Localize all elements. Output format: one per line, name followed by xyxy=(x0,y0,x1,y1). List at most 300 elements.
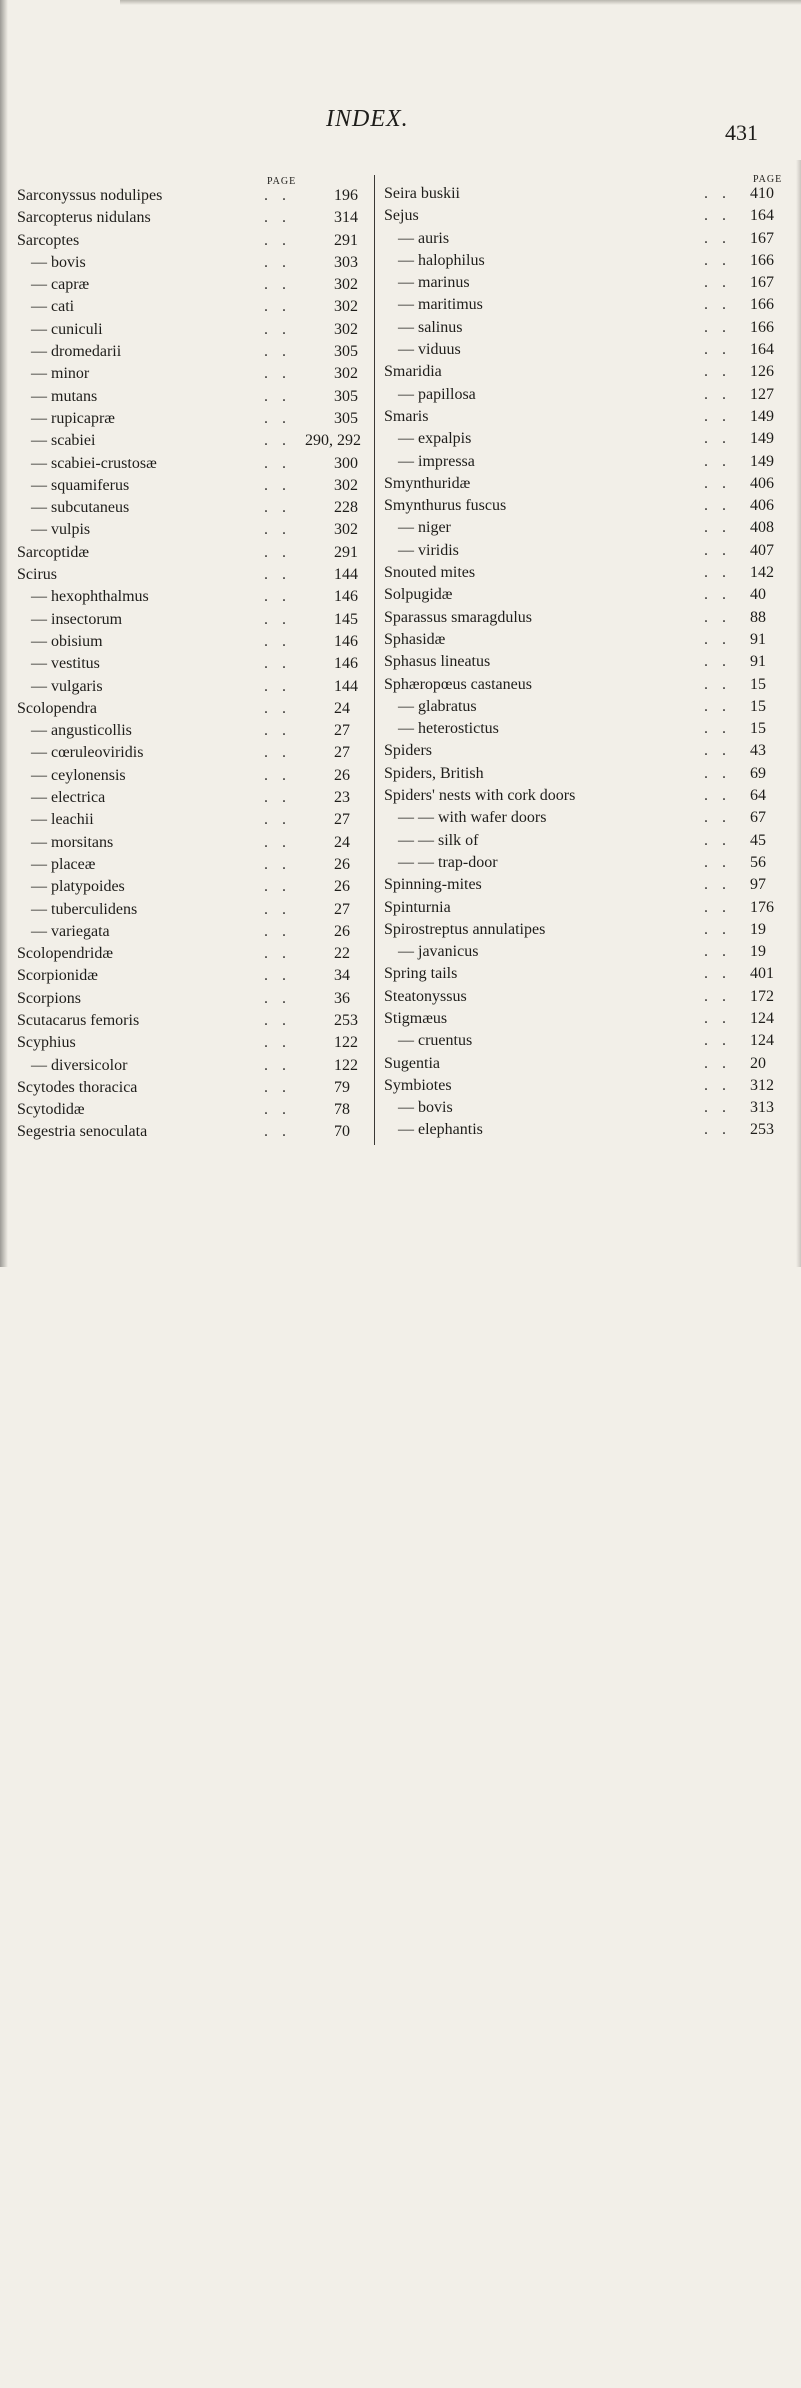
index-page-ref: 26 xyxy=(334,766,350,784)
index-term: Sparassus smaragdulus xyxy=(384,608,532,626)
index-term: — maritimus xyxy=(398,296,483,314)
index-entry xyxy=(384,228,789,250)
index-entry xyxy=(384,205,789,227)
index-term: — morsitans xyxy=(31,833,114,851)
index-page-ref: 166 xyxy=(750,296,774,314)
index-term: Scolopendra xyxy=(17,699,97,717)
index-entry xyxy=(17,386,362,408)
index-page-ref: 302 xyxy=(334,521,358,539)
index-term: Scorpionidæ xyxy=(17,967,98,985)
index-term: Smynthuridæ xyxy=(384,474,471,492)
index-term: Scolopendridæ xyxy=(17,945,113,963)
index-page-ref: 34 xyxy=(334,967,350,985)
index-entry xyxy=(17,252,362,274)
index-page-ref: 122 xyxy=(334,1034,358,1052)
dot-leader: . . xyxy=(264,566,291,584)
dot-leader: . . xyxy=(264,989,291,1007)
index-term: — vulpis xyxy=(31,521,91,539)
index-page-ref: 149 xyxy=(750,407,774,425)
index-entry xyxy=(384,874,789,896)
index-page-ref: 410 xyxy=(750,185,774,202)
index-page-ref: 27 xyxy=(334,811,350,829)
index-page-ref: 26 xyxy=(334,855,350,873)
index-term: — insectorum xyxy=(31,610,123,628)
dot-leader: . . xyxy=(704,385,731,403)
index-page-ref: 407 xyxy=(750,541,774,559)
index-entry xyxy=(17,296,362,318)
dot-leader: . . xyxy=(704,1121,731,1139)
index-page-ref: 406 xyxy=(750,497,774,515)
index-entry xyxy=(17,899,362,921)
index-page-ref: 24 xyxy=(334,833,350,851)
index-term: — elephantis xyxy=(398,1121,483,1139)
dot-leader: . . xyxy=(704,675,731,693)
index-entry xyxy=(384,919,789,941)
index-page-ref: 305 xyxy=(334,343,358,361)
index-entry xyxy=(384,629,789,651)
index-entry xyxy=(17,965,362,987)
index-term: — viridis xyxy=(398,541,459,559)
index-term: — bovis xyxy=(398,1099,453,1117)
index-entry xyxy=(17,609,362,631)
index-page-ref: 124 xyxy=(750,1009,774,1027)
index-term: — capræ xyxy=(31,276,90,294)
page-right-edge xyxy=(796,160,801,1267)
index-page-ref: 290, 292 xyxy=(305,432,361,450)
index-term: Solpugidæ xyxy=(384,586,453,604)
dot-leader: . . xyxy=(264,365,291,383)
dot-leader: . . xyxy=(264,521,291,539)
index-entry xyxy=(384,495,789,517)
index-page-ref: 144 xyxy=(334,677,358,695)
dot-leader: . . xyxy=(264,499,291,517)
index-term: — cuniculi xyxy=(31,320,103,338)
index-page-ref: 20 xyxy=(750,1054,766,1072)
index-entry xyxy=(17,943,362,965)
index-entry xyxy=(384,584,789,606)
dot-leader: . . xyxy=(264,1078,291,1096)
index-term: — obisium xyxy=(31,632,103,650)
index-page-ref: 97 xyxy=(750,876,766,894)
dot-leader: . . xyxy=(264,1056,291,1074)
dot-leader: . . xyxy=(264,677,291,695)
dot-leader: . . xyxy=(264,454,291,472)
index-term: — scabiei-crustosæ xyxy=(31,454,157,472)
index-term: — impressa xyxy=(398,452,475,470)
index-term: Scyphius xyxy=(17,1034,76,1052)
index-entry xyxy=(17,921,362,943)
index-entry xyxy=(17,586,362,608)
index-entry xyxy=(17,363,362,385)
index-term: — cœruleoviridis xyxy=(31,744,144,762)
index-entry xyxy=(384,1097,789,1119)
index-term: — scabiei xyxy=(31,432,96,450)
column-divider xyxy=(374,175,375,1145)
index-term: Sphæropœus castaneus xyxy=(384,675,532,693)
index-term: — mutans xyxy=(31,387,98,405)
index-page-ref: 302 xyxy=(334,476,358,494)
index-term: Spring tails xyxy=(384,965,458,983)
dot-leader: . . xyxy=(264,789,291,807)
index-term: Sugentia xyxy=(384,1054,440,1072)
index-entry xyxy=(17,876,362,898)
dot-leader: . . xyxy=(264,276,291,294)
index-page-ref: 164 xyxy=(750,207,774,225)
index-page-ref: 36 xyxy=(334,989,350,1007)
index-term: Spinturnia xyxy=(384,898,451,916)
index-page-ref: 26 xyxy=(334,922,350,940)
index-entry xyxy=(17,631,362,653)
dot-leader: . . xyxy=(264,855,291,873)
dot-leader: . . xyxy=(704,1099,731,1117)
index-term: Spiders, British xyxy=(384,764,484,782)
index-term: Steatonyssus xyxy=(384,987,467,1005)
index-page-ref: 64 xyxy=(750,787,766,805)
index-term: Scorpions xyxy=(17,989,81,1007)
dot-leader: . . xyxy=(704,519,731,537)
index-term: — halophilus xyxy=(398,251,485,269)
dot-leader: . . xyxy=(704,407,731,425)
index-term: — ceylonensis xyxy=(31,766,126,784)
dot-leader: . . xyxy=(704,452,731,470)
index-entry xyxy=(384,696,789,718)
index-term: — vulgaris xyxy=(31,677,103,695)
dot-leader: . . xyxy=(264,878,291,896)
dot-leader: . . xyxy=(704,853,731,871)
index-term: Spiders' nests with cork doors xyxy=(384,787,576,805)
index-page-ref: 127 xyxy=(750,385,774,403)
index-page-ref: 228 xyxy=(334,499,358,517)
index-term: — salinus xyxy=(398,318,463,336)
dot-leader: . . xyxy=(704,207,731,225)
index-page-ref: 69 xyxy=(750,764,766,782)
index-term: — angusticollis xyxy=(31,722,132,740)
index-entry xyxy=(17,698,362,720)
dot-leader: . . xyxy=(704,318,731,336)
right-page-heading: PAGE xyxy=(753,174,783,185)
index-term: Smaridia xyxy=(384,363,442,381)
index-term: Scirus xyxy=(17,566,57,584)
index-entry xyxy=(384,1053,789,1075)
index-term: — — trap-door xyxy=(398,853,498,871)
index-entry xyxy=(384,517,789,539)
index-page-ref: 167 xyxy=(750,274,774,292)
dot-leader: . . xyxy=(264,922,291,940)
index-term: Sarcoptidæ xyxy=(17,543,89,561)
dot-leader: . . xyxy=(704,1009,731,1027)
dot-leader: . . xyxy=(264,298,291,316)
index-page-ref: 302 xyxy=(334,365,358,383)
index-term: Smaris xyxy=(384,407,429,425)
dot-leader: . . xyxy=(704,341,731,359)
dot-leader: . . xyxy=(704,185,731,202)
index-entry xyxy=(384,785,789,807)
index-entry xyxy=(17,341,362,363)
index-entry xyxy=(17,809,362,831)
index-page-ref: 305 xyxy=(334,387,358,405)
index-term: — platypoides xyxy=(31,878,125,896)
index-entry xyxy=(384,384,789,406)
index-term: Smynthurus fuscus xyxy=(384,497,507,515)
index-term: — tuberculidens xyxy=(31,900,138,918)
dot-leader: . . xyxy=(264,543,291,561)
index-page-ref: 23 xyxy=(334,789,350,807)
index-page-ref: 408 xyxy=(750,519,774,537)
page-top-edge xyxy=(120,0,801,5)
index-entry xyxy=(17,1055,362,1077)
index-entry xyxy=(384,562,789,584)
dot-leader: . . xyxy=(264,588,291,606)
index-term: — javanicus xyxy=(398,943,479,961)
index-page-ref: 291 xyxy=(334,543,358,561)
index-page-ref: 146 xyxy=(334,588,358,606)
dot-leader: . . xyxy=(264,409,291,427)
dot-leader: . . xyxy=(704,697,731,715)
dot-leader: . . xyxy=(704,720,731,738)
dot-leader: . . xyxy=(704,296,731,314)
index-entry xyxy=(17,207,362,229)
index-page-ref: 149 xyxy=(750,452,774,470)
left-index-column xyxy=(17,185,362,1144)
index-term: — papillosa xyxy=(398,385,476,403)
dot-leader: . . xyxy=(264,231,291,249)
dot-leader: . . xyxy=(264,187,291,204)
dot-leader: . . xyxy=(264,320,291,338)
index-page-ref: 27 xyxy=(334,900,350,918)
index-entry xyxy=(17,832,362,854)
index-page-ref: 149 xyxy=(750,430,774,448)
index-page-ref: 26 xyxy=(334,878,350,896)
index-term: — variegata xyxy=(31,922,110,940)
index-entry xyxy=(17,988,362,1010)
index-entry xyxy=(384,361,789,383)
index-term: — cruentus xyxy=(398,1032,473,1050)
dot-leader: . . xyxy=(704,497,731,515)
dot-leader: . . xyxy=(704,541,731,559)
right-index-column xyxy=(384,183,789,1142)
dot-leader: . . xyxy=(704,564,731,582)
index-page-ref: 24 xyxy=(334,699,350,717)
dot-leader: . . xyxy=(264,699,291,717)
index-page-ref: 79 xyxy=(334,1078,350,1096)
dot-leader: . . xyxy=(704,920,731,938)
index-term: Spiders xyxy=(384,742,432,760)
index-page-ref: 167 xyxy=(750,229,774,247)
index-term: — subcutaneus xyxy=(31,499,130,517)
index-entry xyxy=(17,408,362,430)
index-term: — auris xyxy=(398,229,450,247)
dot-leader: . . xyxy=(704,787,731,805)
index-entry xyxy=(17,497,362,519)
book-spine-shadow xyxy=(0,0,8,1267)
dot-leader: . . xyxy=(704,1054,731,1072)
index-entry xyxy=(384,1030,789,1052)
index-entry xyxy=(384,807,789,829)
index-page-ref: 15 xyxy=(750,720,766,738)
dot-leader: . . xyxy=(704,987,731,1005)
dot-leader: . . xyxy=(704,630,731,648)
index-entry xyxy=(384,897,789,919)
index-page-ref: 166 xyxy=(750,318,774,336)
index-entry xyxy=(17,1077,362,1099)
index-term: — marinus xyxy=(398,274,470,292)
index-term: Sarcopterus nidulans xyxy=(17,209,151,227)
index-page-ref: 91 xyxy=(750,653,766,671)
dot-leader: . . xyxy=(704,474,731,492)
index-entry xyxy=(384,718,789,740)
dot-leader: . . xyxy=(704,943,731,961)
index-entry xyxy=(17,542,362,564)
index-page-ref: 314 xyxy=(334,209,358,227)
index-page-ref: 302 xyxy=(334,276,358,294)
dot-leader: . . xyxy=(704,764,731,782)
index-term: Sphasidæ xyxy=(384,630,446,648)
index-entry xyxy=(384,963,789,985)
dot-leader: . . xyxy=(704,1032,731,1050)
index-entry xyxy=(17,519,362,541)
index-page-ref: 45 xyxy=(750,831,766,849)
index-page-ref: 40 xyxy=(750,586,766,604)
index-entry xyxy=(384,250,789,272)
dot-leader: . . xyxy=(704,653,731,671)
index-term: Sphasus lineatus xyxy=(384,653,491,671)
index-page-ref: 19 xyxy=(750,920,766,938)
dot-leader: . . xyxy=(264,744,291,762)
index-page-ref: 15 xyxy=(750,675,766,693)
index-entry xyxy=(384,406,789,428)
index-entry xyxy=(384,451,789,473)
index-entry xyxy=(384,540,789,562)
page-number: 431 xyxy=(725,120,758,145)
index-page-ref: 196 xyxy=(334,187,358,204)
index-page-ref: 91 xyxy=(750,630,766,648)
index-page-ref: 78 xyxy=(334,1101,350,1119)
index-entry xyxy=(17,854,362,876)
index-page-ref: 22 xyxy=(334,945,350,963)
dot-leader: . . xyxy=(264,1011,291,1029)
index-entry xyxy=(17,274,362,296)
dot-leader: . . xyxy=(704,608,731,626)
index-term: Spirostreptus annulatipes xyxy=(384,920,546,938)
index-term: Sarconyssus nodulipes xyxy=(17,187,163,204)
index-term: Scytodes thoracica xyxy=(17,1078,138,1096)
index-entry xyxy=(384,651,789,673)
index-entry xyxy=(384,294,789,316)
dot-leader: . . xyxy=(704,1076,731,1094)
dot-leader: . . xyxy=(704,363,731,381)
index-page-ref: 146 xyxy=(334,655,358,673)
index-entry xyxy=(384,317,789,339)
index-term: Spinning-mites xyxy=(384,876,482,894)
index-page-ref: 164 xyxy=(750,341,774,359)
index-page-ref: 303 xyxy=(334,253,358,271)
index-entry xyxy=(384,986,789,1008)
dot-leader: . . xyxy=(704,965,731,983)
index-page-ref: 124 xyxy=(750,1032,774,1050)
dot-leader: . . xyxy=(264,387,291,405)
index-page-ref: 401 xyxy=(750,965,774,983)
index-entry xyxy=(384,941,789,963)
index-page-ref: 313 xyxy=(750,1099,774,1117)
index-page-ref: 176 xyxy=(750,898,774,916)
running-header: INDEX. xyxy=(326,106,409,132)
index-page-ref: 253 xyxy=(750,1121,774,1139)
index-entry xyxy=(384,1119,789,1141)
index-page-ref: 126 xyxy=(750,363,774,381)
index-term: — viduus xyxy=(398,341,461,359)
index-term: Symbiotes xyxy=(384,1076,452,1094)
index-entry xyxy=(17,676,362,698)
index-page-ref: 305 xyxy=(334,409,358,427)
index-term: — hexophthalmus xyxy=(31,588,149,606)
index-term: — squamiferus xyxy=(31,476,130,494)
index-entry xyxy=(17,742,362,764)
index-page-ref: 253 xyxy=(334,1011,358,1029)
index-page-ref: 19 xyxy=(750,943,766,961)
index-term: Sejus xyxy=(384,207,419,225)
index-entry xyxy=(384,1075,789,1097)
dot-leader: . . xyxy=(264,722,291,740)
index-term: — glabratus xyxy=(398,697,477,715)
dot-leader: . . xyxy=(264,1034,291,1052)
index-term: Segestria senoculata xyxy=(17,1123,148,1141)
dot-leader: . . xyxy=(264,900,291,918)
index-term: — rupicapræ xyxy=(31,409,115,427)
dot-leader: . . xyxy=(264,945,291,963)
index-term: — electrica xyxy=(31,789,106,807)
dot-leader: . . xyxy=(264,253,291,271)
index-entry xyxy=(384,830,789,852)
index-entry xyxy=(384,607,789,629)
index-entry xyxy=(17,720,362,742)
index-entry xyxy=(17,1010,362,1032)
dot-leader: . . xyxy=(704,430,731,448)
index-page-ref: 302 xyxy=(334,298,358,316)
dot-leader: . . xyxy=(704,274,731,292)
dot-leader: . . xyxy=(704,898,731,916)
index-page-ref: 88 xyxy=(750,608,766,626)
dot-leader: . . xyxy=(264,1123,291,1141)
index-page-ref: 144 xyxy=(334,566,358,584)
index-entry xyxy=(384,428,789,450)
dot-leader: . . xyxy=(704,229,731,247)
index-term: Scutacarus femoris xyxy=(17,1011,140,1029)
index-page-ref: 302 xyxy=(334,320,358,338)
index-entry xyxy=(17,1121,362,1143)
index-term: — minor xyxy=(31,365,90,383)
index-entry xyxy=(384,339,789,361)
index-page-ref: 166 xyxy=(750,251,774,269)
index-term: — vestitus xyxy=(31,655,100,673)
index-page-ref: 43 xyxy=(750,742,766,760)
dot-leader: . . xyxy=(264,343,291,361)
dot-leader: . . xyxy=(704,831,731,849)
index-term: — niger xyxy=(398,519,451,537)
index-term: Scytodidæ xyxy=(17,1101,85,1119)
index-page-ref: 300 xyxy=(334,454,358,472)
index-page-ref: 291 xyxy=(334,231,358,249)
index-page-ref: 70 xyxy=(334,1123,350,1141)
index-page-ref: 56 xyxy=(750,853,766,871)
dot-leader: . . xyxy=(264,655,291,673)
index-term: — diversicolor xyxy=(31,1056,128,1074)
index-entry xyxy=(384,473,789,495)
index-page-ref: 312 xyxy=(750,1076,774,1094)
index-term: Snouted mites xyxy=(384,564,476,582)
index-term: — leachii xyxy=(31,811,94,829)
index-term: Seira buskii xyxy=(384,185,460,202)
index-page-ref: 122 xyxy=(334,1056,358,1074)
